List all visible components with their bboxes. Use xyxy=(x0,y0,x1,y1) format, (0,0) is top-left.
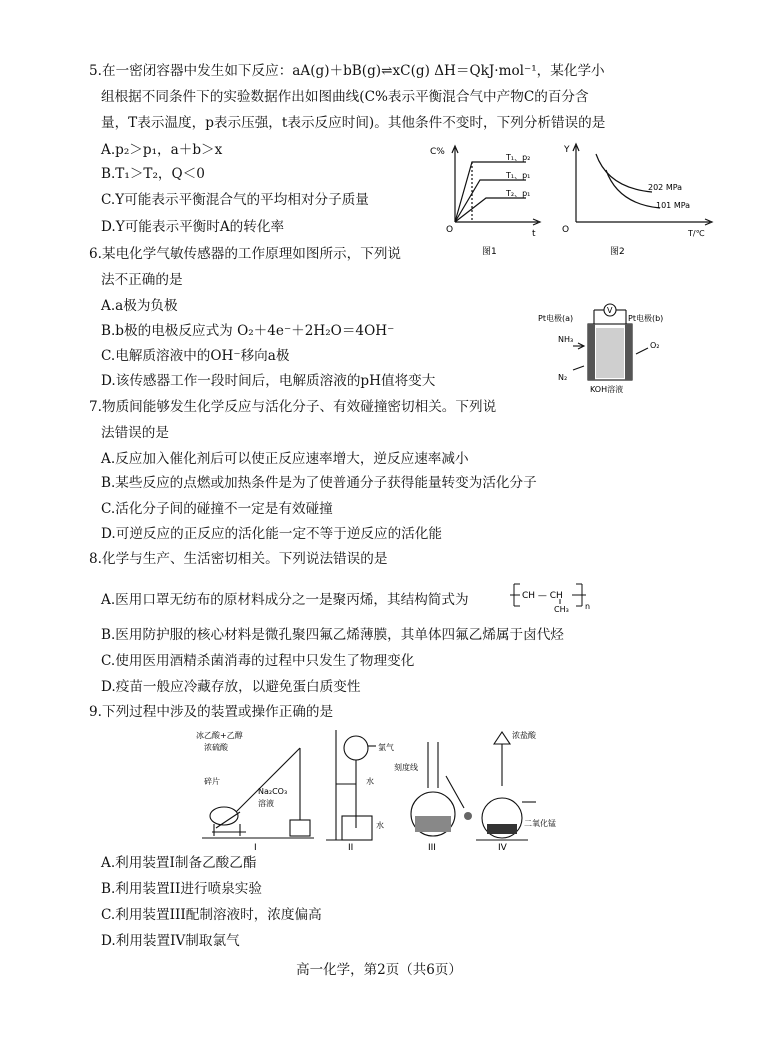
electrode-b-label: Pt电极(b) xyxy=(628,314,664,323)
eye-dot xyxy=(464,812,472,820)
q9-apparatus-figure xyxy=(196,724,576,852)
q7-option-b: B.某些反应的点燃或加热条件是为了使普通分子获得能量转变为活化分子 xyxy=(101,475,537,491)
q5-option-c: C.Y可能表示平衡混合气的平均相对分子质量 xyxy=(101,192,369,208)
water-bottom-label: 水 xyxy=(376,821,384,830)
formula-main: CH — CH xyxy=(522,591,563,601)
fig2-caption: 图2 xyxy=(610,247,625,256)
electrode-a-label: Pt电极(a) xyxy=(538,314,574,323)
cl2-label: 氯气 xyxy=(378,743,394,752)
q8-stem: 8.化学与生产、生活密切相关。下列说法错误的是 xyxy=(89,551,388,567)
apparatus-label-1: I xyxy=(254,843,257,852)
formula-methyl: CH₃ xyxy=(554,605,569,614)
scale-line-label: 刻度线 xyxy=(394,763,418,772)
polypropylene-formula xyxy=(510,576,600,614)
conc-hcl-label: 浓盐酸 xyxy=(512,731,536,740)
fig2-curve-101: 101 MPa xyxy=(656,201,691,210)
fig1-origin: O xyxy=(446,225,454,235)
fig2-y-label: Y xyxy=(564,145,570,155)
koh-label: KOH溶液 xyxy=(590,385,624,394)
q8-option-a: A.医用口罩无纺布的原材料成分之一是聚丙烯，其结构简式为 xyxy=(101,592,469,608)
q9-option-d: D.利用装置IV制取氯气 xyxy=(101,933,240,949)
q7-option-c: C.活化分子间的碰撞不一定是有效碰撞 xyxy=(101,501,333,517)
q6-stem-line-2: 法不正确的是 xyxy=(101,272,183,288)
apparatus-label-4: IV xyxy=(498,843,507,852)
fig2-origin: O xyxy=(562,225,570,235)
reagents-label-1: 冰乙酸+乙醇 xyxy=(196,731,243,740)
q8-option-c: C.使用医用酒精杀菌消毒的过程中只发生了物理变化 xyxy=(101,653,415,669)
q5-figure-1 xyxy=(420,140,550,256)
q6-stem-line-1: 6.某电化学气敏传感器的工作原理如图所示，下列说 xyxy=(89,246,402,262)
o2-label: O₂ xyxy=(650,341,660,350)
q5-option-a: A.p₂＞p₁，a＋b＞x xyxy=(101,142,223,158)
reagents-label-2: 浓硫酸 xyxy=(204,743,228,752)
q6-option-a: A.a极为负极 xyxy=(101,298,178,314)
fig1-x-label: t xyxy=(532,229,536,239)
q6-option-c: C.电解质溶液中的OH⁻移向a极 xyxy=(101,348,290,364)
chip-label: 碎片 xyxy=(204,777,220,786)
fig2-x-label: T/℃ xyxy=(688,229,705,238)
q7-option-d: D.可逆反应的正反应的活化能一定不等于逆反应的活化能 xyxy=(101,526,442,542)
q8-option-b: B.医用防护服的核心材料是微孔聚四氟乙烯薄膜，其单体四氟乙烯属于卤代烃 xyxy=(101,627,564,643)
q9-stem: 9.下列过程中涉及的装置或操作正确的是 xyxy=(89,704,334,720)
fig1-y-label: C% xyxy=(430,147,445,157)
electrode-a-plate xyxy=(588,324,595,380)
na2co3-label-2: 溶液 xyxy=(258,799,274,808)
q5-stem-line-2: 组根据不同条件下的实验数据作出如图曲线(C%表示平衡混合气中产物C的百分含 xyxy=(101,89,589,105)
q6-sensor-figure xyxy=(538,296,678,398)
na2co3-label-1: Na₂CO₃ xyxy=(258,787,288,796)
fig1-curve-3: T₂、p₁ xyxy=(506,189,531,198)
q9-option-c: C.利用装置III配制溶液时，浓度偏高 xyxy=(101,907,322,923)
solution-fill xyxy=(415,816,451,832)
q9-option-b: B.利用装置II进行喷泉实验 xyxy=(101,881,262,897)
electrolyte-fill xyxy=(596,328,624,378)
q8-option-d: D.疫苗一般应冷藏存放，以避免蛋白质变性 xyxy=(101,679,361,695)
q7-option-a: A.反应加入催化剂后可以使正反应速率增大，逆反应速率减小 xyxy=(101,451,469,467)
q5-figure-2 xyxy=(552,140,724,256)
electrode-b-plate xyxy=(625,324,632,380)
q5-stem-line-1: 5.在一密闭容器中发生如下反应：aA(g)＋bB(g)⇌xC(g) ΔH＝QkJ·mol⁻¹，某化学小 xyxy=(89,63,605,79)
q5-stem-line-3: 量，T表示温度，p表示压强，t表示反应时间)。其他条件不变时，下列分析错误的是 xyxy=(101,115,606,131)
apparatus-label-2: II xyxy=(348,843,354,852)
q7-stem-line-1: 7.物质间能够发生化学反应与活化分子、有效碰撞密切相关。下列说 xyxy=(89,399,497,415)
fig1-curve-2: T₁、p₁ xyxy=(506,171,531,180)
n2-label: N₂ xyxy=(558,373,568,382)
q9-option-a: A.利用装置I制备乙酸乙酯 xyxy=(101,855,257,871)
fig1-caption: 图1 xyxy=(482,247,497,256)
q6-option-b: B.b极的电极反应式为 O₂＋4e⁻＋2H₂O＝4OH⁻ xyxy=(101,323,395,339)
q6-option-d: D.该传感器工作一段时间后，电解质溶液的pH值将变大 xyxy=(101,373,436,389)
nh3-label: NH₃ xyxy=(558,335,574,344)
q5-option-b: B.T₁＞T₂，Q＜0 xyxy=(101,166,205,182)
voltmeter-label: V xyxy=(607,306,613,315)
apparatus-label-3: III xyxy=(428,843,436,852)
fig2-curve-202: 202 MPa xyxy=(648,183,683,192)
mno2-label: 二氧化锰 xyxy=(524,819,556,828)
water-top-label: 水 xyxy=(366,777,374,786)
formula-n: n xyxy=(585,602,591,611)
q7-stem-line-2: 法错误的是 xyxy=(101,425,169,441)
mno2-solid xyxy=(487,824,517,834)
fig1-curve-1: T₁、p₂ xyxy=(506,153,531,162)
page-footer: 高一化学，第2页（共6页） xyxy=(296,962,462,978)
q5-option-d: D.Y可能表示平衡时A的转化率 xyxy=(101,219,285,235)
